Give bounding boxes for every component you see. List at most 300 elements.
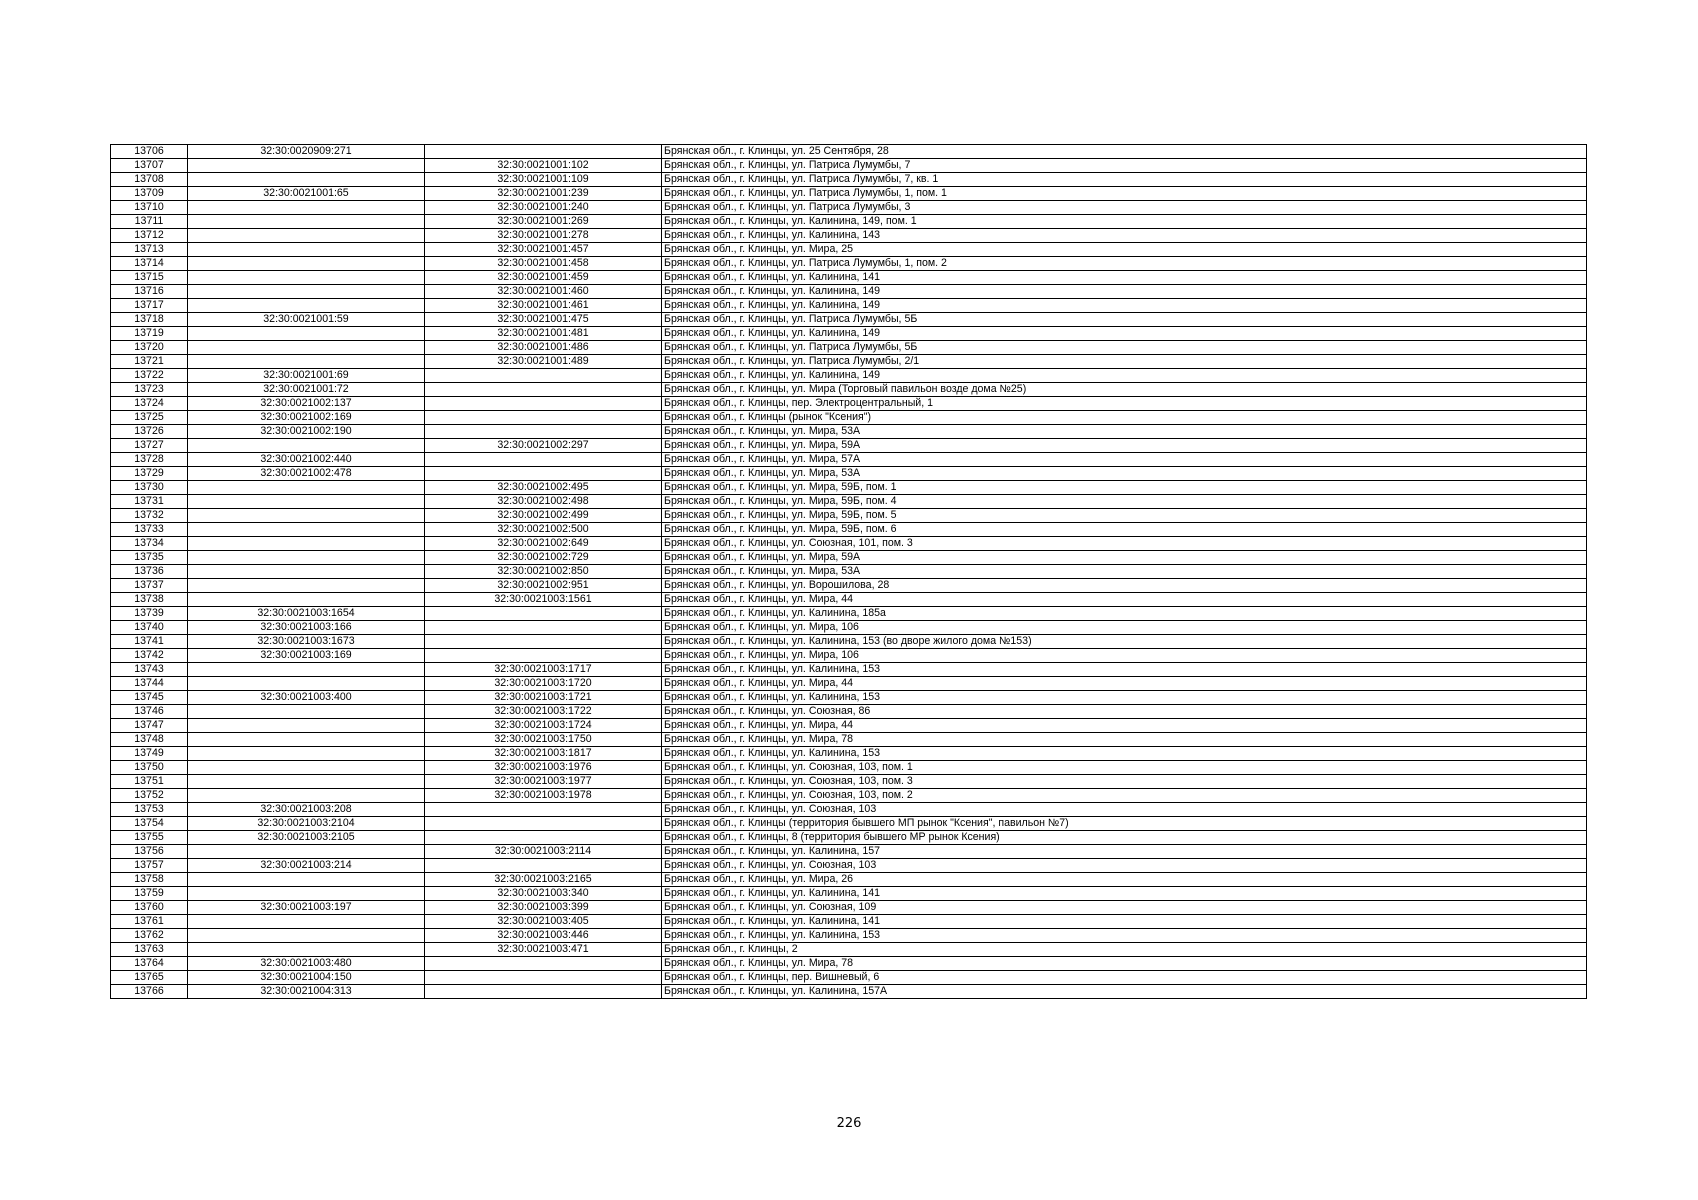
table-row [111, 957, 1587, 971]
table-row [111, 635, 1587, 649]
building-cadastral-number-cell: 32:30:0021003:405 [425, 915, 662, 929]
address-cell: Брянская обл., г. Клинцы, ул. Союзная, 101, пом. 3 [662, 537, 1587, 551]
address-cell: Брянская обл., г. Клинцы, ул. Мира, 25 [662, 243, 1587, 257]
address-cell: Брянская обл., г. Клинцы, ул. Калинина, 141 [662, 887, 1587, 901]
land-cadastral-number-cell: 32:30:0021002:190 [188, 425, 425, 439]
row-number-cell: 13714 [111, 257, 188, 271]
building-cadastral-number-cell: 32:30:0021003:1976 [425, 761, 662, 775]
land-cadastral-number-cell [188, 845, 425, 859]
land-cadastral-number-cell [188, 173, 425, 187]
table-row [111, 663, 1587, 677]
table-row [111, 831, 1587, 845]
building-cadastral-number-cell: 32:30:0021001:486 [425, 341, 662, 355]
building-cadastral-number-cell [425, 649, 662, 663]
address-cell: Брянская обл., г. Клинцы, ул. Калинина, 149 [662, 369, 1587, 383]
row-number-cell: 13722 [111, 369, 188, 383]
land-cadastral-number-cell: 32:30:0021004:150 [188, 971, 425, 985]
row-number-cell: 13757 [111, 859, 188, 873]
row-number-cell: 13727 [111, 439, 188, 453]
address-cell: Брянская обл., г. Клинцы, ул. Калинина, 153 [662, 663, 1587, 677]
building-cadastral-number-cell: 32:30:0021003:399 [425, 901, 662, 915]
address-cell: Брянская обл., г. Клинцы, ул. Союзная, 103, пом. 2 [662, 789, 1587, 803]
table-row [111, 691, 1587, 705]
building-cadastral-number-cell [425, 985, 662, 999]
row-number-cell: 13710 [111, 201, 188, 215]
table-row [111, 971, 1587, 985]
address-cell: Брянская обл., г. Клинцы, ул. Мира, 59Б, пом. 5 [662, 509, 1587, 523]
row-number-cell: 13707 [111, 159, 188, 173]
row-number-cell: 13760 [111, 901, 188, 915]
land-cadastral-number-cell: 32:30:0021003:1673 [188, 635, 425, 649]
row-number-cell: 13716 [111, 285, 188, 299]
land-cadastral-number-cell [188, 509, 425, 523]
building-cadastral-number-cell [425, 453, 662, 467]
land-cadastral-number-cell [188, 761, 425, 775]
land-cadastral-number-cell [188, 579, 425, 593]
address-cell: Брянская обл., г. Клинцы, ул. Патриса Лумумбы, 1, пом. 2 [662, 257, 1587, 271]
table-row [111, 397, 1587, 411]
building-cadastral-number-cell: 32:30:0021003:1977 [425, 775, 662, 789]
building-cadastral-number-cell: 32:30:0021003:2165 [425, 873, 662, 887]
land-cadastral-number-cell [188, 439, 425, 453]
table-row [111, 761, 1587, 775]
building-cadastral-number-cell: 32:30:0021002:649 [425, 537, 662, 551]
building-cadastral-number-cell: 32:30:0021002:499 [425, 509, 662, 523]
table-row [111, 537, 1587, 551]
building-cadastral-number-cell: 32:30:0021001:460 [425, 285, 662, 299]
row-number-cell: 13737 [111, 579, 188, 593]
building-cadastral-number-cell: 32:30:0021002:951 [425, 579, 662, 593]
row-number-cell: 13753 [111, 803, 188, 817]
building-cadastral-number-cell: 32:30:0021001:109 [425, 173, 662, 187]
row-number-cell: 13764 [111, 957, 188, 971]
building-cadastral-number-cell: 32:30:0021003:471 [425, 943, 662, 957]
table-row [111, 145, 1587, 159]
address-cell: Брянская обл., г. Клинцы, ул. Мира, 59А [662, 439, 1587, 453]
building-cadastral-number-cell: 32:30:0021001:278 [425, 229, 662, 243]
building-cadastral-number-cell [425, 803, 662, 817]
land-cadastral-number-cell: 32:30:0021002:137 [188, 397, 425, 411]
table-row [111, 243, 1587, 257]
address-cell: Брянская обл., г. Клинцы, ул. Калинина, 143 [662, 229, 1587, 243]
building-cadastral-number-cell: 32:30:0021001:481 [425, 327, 662, 341]
row-number-cell: 13719 [111, 327, 188, 341]
table-row [111, 495, 1587, 509]
address-cell: Брянская обл., г. Клинцы, ул. Мира, 44 [662, 719, 1587, 733]
land-cadastral-number-cell [188, 915, 425, 929]
row-number-cell: 13751 [111, 775, 188, 789]
land-cadastral-number-cell: 32:30:0021002:440 [188, 453, 425, 467]
row-number-cell: 13725 [111, 411, 188, 425]
address-cell: Брянская обл., г. Клинцы, ул. Мира, 53А [662, 425, 1587, 439]
address-cell: Брянская обл., г. Клинцы, ул. Патриса Лумумбы, 3 [662, 201, 1587, 215]
table-row [111, 985, 1587, 999]
land-cadastral-number-cell: 32:30:0021003:480 [188, 957, 425, 971]
table-row [111, 509, 1587, 523]
address-cell: Брянская обл., г. Клинцы, ул. Патриса Лумумбы, 2/1 [662, 355, 1587, 369]
land-cadastral-number-cell [188, 551, 425, 565]
row-number-cell: 13735 [111, 551, 188, 565]
row-number-cell: 13743 [111, 663, 188, 677]
land-cadastral-number-cell [188, 663, 425, 677]
row-number-cell: 13742 [111, 649, 188, 663]
building-cadastral-number-cell: 32:30:0021001:458 [425, 257, 662, 271]
address-cell: Брянская обл., г. Клинцы, ул. Мира, 59Б, пом. 4 [662, 495, 1587, 509]
land-cadastral-number-cell [188, 593, 425, 607]
building-cadastral-number-cell: 32:30:0021003:340 [425, 887, 662, 901]
land-cadastral-number-cell [188, 271, 425, 285]
land-cadastral-number-cell [188, 565, 425, 579]
land-cadastral-number-cell [188, 355, 425, 369]
row-number-cell: 13763 [111, 943, 188, 957]
building-cadastral-number-cell [425, 397, 662, 411]
address-cell: Брянская обл., г. Клинцы, ул. Союзная, 109 [662, 901, 1587, 915]
table-row [111, 803, 1587, 817]
land-cadastral-number-cell: 32:30:0021001:65 [188, 187, 425, 201]
row-number-cell: 13739 [111, 607, 188, 621]
land-cadastral-number-cell [188, 523, 425, 537]
row-number-cell: 13731 [111, 495, 188, 509]
building-cadastral-number-cell [425, 859, 662, 873]
address-cell: Брянская обл., г. Клинцы, ул. Мира, 106 [662, 649, 1587, 663]
row-number-cell: 13762 [111, 929, 188, 943]
address-cell: Брянская обл., г. Клинцы, ул. Калинина, 153 (во дворе жилого дома №153) [662, 635, 1587, 649]
land-cadastral-number-cell [188, 495, 425, 509]
table-row [111, 677, 1587, 691]
land-cadastral-number-cell: 32:30:0021002:169 [188, 411, 425, 425]
row-number-cell: 13723 [111, 383, 188, 397]
land-cadastral-number-cell [188, 285, 425, 299]
table-row [111, 887, 1587, 901]
building-cadastral-number-cell: 32:30:0021003:446 [425, 929, 662, 943]
address-cell: Брянская обл., г. Клинцы, ул. Патриса Лумумбы, 5Б [662, 313, 1587, 327]
register-table [110, 144, 1587, 999]
building-cadastral-number-cell: 32:30:0021002:297 [425, 439, 662, 453]
address-cell: Брянская обл., г. Клинцы, ул. Патриса Лумумбы, 5Б [662, 341, 1587, 355]
table-row [111, 523, 1587, 537]
row-number-cell: 13708 [111, 173, 188, 187]
address-cell: Брянская обл., г. Клинцы, 8 (территория бывшего МР рынок Ксения) [662, 831, 1587, 845]
land-cadastral-number-cell [188, 159, 425, 173]
land-cadastral-number-cell: 32:30:0021003:197 [188, 901, 425, 915]
row-number-cell: 13756 [111, 845, 188, 859]
address-cell: Брянская обл., г. Клинцы, ул. Патриса Лумумбы, 1, пом. 1 [662, 187, 1587, 201]
table-row [111, 607, 1587, 621]
table-row [111, 621, 1587, 635]
table-row [111, 257, 1587, 271]
table-row [111, 411, 1587, 425]
row-number-cell: 13740 [111, 621, 188, 635]
land-cadastral-number-cell [188, 943, 425, 957]
address-cell: Брянская обл., г. Клинцы, ул. Мира, 106 [662, 621, 1587, 635]
row-number-cell: 13712 [111, 229, 188, 243]
table-row [111, 817, 1587, 831]
land-cadastral-number-cell: 32:30:0021003:400 [188, 691, 425, 705]
address-cell: Брянская обл., г. Клинцы, ул. Калинина, 185а [662, 607, 1587, 621]
address-cell: Брянская обл., г. Клинцы, ул. Калинина, 157А [662, 985, 1587, 999]
building-cadastral-number-cell: 32:30:0021003:1817 [425, 747, 662, 761]
table-row [111, 201, 1587, 215]
building-cadastral-number-cell: 32:30:0021001:461 [425, 299, 662, 313]
building-cadastral-number-cell: 32:30:0021001:489 [425, 355, 662, 369]
address-cell: Брянская обл., г. Клинцы (рынок "Ксения") [662, 411, 1587, 425]
row-number-cell: 13734 [111, 537, 188, 551]
table-row [111, 593, 1587, 607]
land-cadastral-number-cell [188, 775, 425, 789]
row-number-cell: 13759 [111, 887, 188, 901]
address-cell: Брянская обл., г. Клинцы, ул. Мира, 59Б, пом. 6 [662, 523, 1587, 537]
row-number-cell: 13720 [111, 341, 188, 355]
building-cadastral-number-cell [425, 817, 662, 831]
building-cadastral-number-cell: 32:30:0021001:475 [425, 313, 662, 327]
building-cadastral-number-cell: 32:30:0021003:1720 [425, 677, 662, 691]
table-row [111, 425, 1587, 439]
table-row [111, 747, 1587, 761]
address-cell: Брянская обл., г. Клинцы, ул. Калинина, 157 [662, 845, 1587, 859]
table-row [111, 229, 1587, 243]
building-cadastral-number-cell [425, 383, 662, 397]
building-cadastral-number-cell: 32:30:0021003:1721 [425, 691, 662, 705]
row-number-cell: 13754 [111, 817, 188, 831]
building-cadastral-number-cell [425, 369, 662, 383]
building-cadastral-number-cell: 32:30:0021002:495 [425, 481, 662, 495]
land-cadastral-number-cell: 32:30:0021003:214 [188, 859, 425, 873]
building-cadastral-number-cell: 32:30:0021002:498 [425, 495, 662, 509]
table-row [111, 733, 1587, 747]
table-row [111, 453, 1587, 467]
row-number-cell: 13726 [111, 425, 188, 439]
building-cadastral-number-cell: 32:30:0021002:729 [425, 551, 662, 565]
address-cell: Брянская обл., г. Клинцы, ул. Мира, 78 [662, 957, 1587, 971]
land-cadastral-number-cell [188, 341, 425, 355]
row-number-cell: 13706 [111, 145, 188, 159]
building-cadastral-number-cell: 32:30:0021001:459 [425, 271, 662, 285]
land-cadastral-number-cell [188, 481, 425, 495]
land-cadastral-number-cell: 32:30:0021001:72 [188, 383, 425, 397]
table-row [111, 775, 1587, 789]
building-cadastral-number-cell: 32:30:0021001:457 [425, 243, 662, 257]
address-cell: Брянская обл., г. Клинцы, ул. Союзная, 103, пом. 1 [662, 761, 1587, 775]
land-cadastral-number-cell [188, 887, 425, 901]
address-cell: Брянская обл., г. Клинцы, ул. Мира, 53А [662, 467, 1587, 481]
land-cadastral-number-cell: 32:30:0021001:69 [188, 369, 425, 383]
address-cell: Брянская обл., г. Клинцы, ул. Мира, 53А [662, 565, 1587, 579]
land-cadastral-number-cell [188, 243, 425, 257]
land-cadastral-number-cell: 32:30:0021003:2105 [188, 831, 425, 845]
table-row [111, 719, 1587, 733]
land-cadastral-number-cell [188, 257, 425, 271]
table-row [111, 187, 1587, 201]
row-number-cell: 13752 [111, 789, 188, 803]
address-cell: Брянская обл., г. Клинцы, ул. Калинина, 153 [662, 691, 1587, 705]
address-cell: Брянская обл., г. Клинцы, ул. Мира (Торговый павильон возде дома №25) [662, 383, 1587, 397]
table-row [111, 565, 1587, 579]
address-cell: Брянская обл., г. Клинцы, ул. Калинина, 141 [662, 915, 1587, 929]
table-row [111, 299, 1587, 313]
table-row [111, 271, 1587, 285]
row-number-cell: 13741 [111, 635, 188, 649]
address-cell: Брянская обл., г. Клинцы, ул. Мира, 59А [662, 551, 1587, 565]
row-number-cell: 13761 [111, 915, 188, 929]
row-number-cell: 13711 [111, 215, 188, 229]
land-cadastral-number-cell: 32:30:0021003:2104 [188, 817, 425, 831]
table-row [111, 873, 1587, 887]
building-cadastral-number-cell: 32:30:0021001:240 [425, 201, 662, 215]
address-cell: Брянская обл., г. Клинцы (территория бывшего МП рынок "Ксения", павильон №7) [662, 817, 1587, 831]
table-row [111, 355, 1587, 369]
address-cell: Брянская обл., г. Клинцы, ул. Союзная, 103 [662, 803, 1587, 817]
register-rows [111, 145, 1587, 999]
building-cadastral-number-cell [425, 621, 662, 635]
address-cell: Брянская обл., г. Клинцы, ул. Мира, 26 [662, 873, 1587, 887]
land-cadastral-number-cell [188, 719, 425, 733]
land-cadastral-number-cell [188, 789, 425, 803]
table-row [111, 369, 1587, 383]
table-row [111, 845, 1587, 859]
building-cadastral-number-cell: 32:30:0021001:269 [425, 215, 662, 229]
building-cadastral-number-cell [425, 831, 662, 845]
address-cell: Брянская обл., г. Клинцы, ул. Союзная, 103 [662, 859, 1587, 873]
land-cadastral-number-cell: 32:30:0021003:1654 [188, 607, 425, 621]
land-cadastral-number-cell [188, 747, 425, 761]
building-cadastral-number-cell [425, 607, 662, 621]
land-cadastral-number-cell [188, 873, 425, 887]
building-cadastral-number-cell: 32:30:0021003:1978 [425, 789, 662, 803]
land-cadastral-number-cell [188, 299, 425, 313]
table-row [111, 929, 1587, 943]
address-cell: Брянская обл., г. Клинцы, ул. 25 Сентября, 28 [662, 145, 1587, 159]
table-row [111, 481, 1587, 495]
row-number-cell: 13744 [111, 677, 188, 691]
row-number-cell: 13766 [111, 985, 188, 999]
table-row [111, 649, 1587, 663]
address-cell: Брянская обл., г. Клинцы, ул. Патриса Лумумбы, 7, кв. 1 [662, 173, 1587, 187]
address-cell: Брянская обл., г. Клинцы, ул. Мира, 57А [662, 453, 1587, 467]
row-number-cell: 13750 [111, 761, 188, 775]
address-cell: Брянская обл., г. Клинцы, ул. Мира, 59Б, пом. 1 [662, 481, 1587, 495]
land-cadastral-number-cell [188, 705, 425, 719]
table-row [111, 943, 1587, 957]
land-cadastral-number-cell: 32:30:0021001:59 [188, 313, 425, 327]
table-row [111, 705, 1587, 719]
row-number-cell: 13718 [111, 313, 188, 327]
row-number-cell: 13736 [111, 565, 188, 579]
address-cell: Брянская обл., г. Клинцы, ул. Калинина, 153 [662, 929, 1587, 943]
address-cell: Брянская обл., г. Клинцы, ул. Ворошилова, 28 [662, 579, 1587, 593]
land-cadastral-number-cell [188, 201, 425, 215]
land-cadastral-number-cell: 32:30:0021003:166 [188, 621, 425, 635]
table-row [111, 313, 1587, 327]
row-number-cell: 13729 [111, 467, 188, 481]
building-cadastral-number-cell [425, 957, 662, 971]
land-cadastral-number-cell [188, 733, 425, 747]
address-cell: Брянская обл., г. Клинцы, ул. Калинина, 149 [662, 299, 1587, 313]
building-cadastral-number-cell: 32:30:0021003:1561 [425, 593, 662, 607]
table-row [111, 901, 1587, 915]
land-cadastral-number-cell [188, 677, 425, 691]
land-cadastral-number-cell: 32:30:0021003:208 [188, 803, 425, 817]
building-cadastral-number-cell: 32:30:0021003:1717 [425, 663, 662, 677]
address-cell: Брянская обл., г. Клинцы, ул. Калинина, 149, пом. 1 [662, 215, 1587, 229]
table-row [111, 341, 1587, 355]
address-cell: Брянская обл., г. Клинцы, пер. Вишневый, 6 [662, 971, 1587, 985]
building-cadastral-number-cell [425, 411, 662, 425]
row-number-cell: 13728 [111, 453, 188, 467]
table-row [111, 467, 1587, 481]
row-number-cell: 13745 [111, 691, 188, 705]
row-number-cell: 13715 [111, 271, 188, 285]
building-cadastral-number-cell [425, 467, 662, 481]
row-number-cell: 13733 [111, 523, 188, 537]
building-cadastral-number-cell [425, 635, 662, 649]
land-cadastral-number-cell [188, 537, 425, 551]
row-number-cell: 13713 [111, 243, 188, 257]
row-number-cell: 13746 [111, 705, 188, 719]
table-row [111, 327, 1587, 341]
address-cell: Брянская обл., г. Клинцы, ул. Патриса Лумумбы, 7 [662, 159, 1587, 173]
land-cadastral-number-cell [188, 229, 425, 243]
row-number-cell: 13717 [111, 299, 188, 313]
building-cadastral-number-cell: 32:30:0021003:1722 [425, 705, 662, 719]
table-row [111, 285, 1587, 299]
table-row [111, 915, 1587, 929]
building-cadastral-number-cell: 32:30:0021003:2114 [425, 845, 662, 859]
address-cell: Брянская обл., г. Клинцы, пер. Электроцентральный, 1 [662, 397, 1587, 411]
land-cadastral-number-cell [188, 215, 425, 229]
building-cadastral-number-cell: 32:30:0021003:1750 [425, 733, 662, 747]
land-cadastral-number-cell: 32:30:0021004:313 [188, 985, 425, 999]
address-cell: Брянская обл., г. Клинцы, ул. Мира, 44 [662, 677, 1587, 691]
address-cell: Брянская обл., г. Клинцы, ул. Калинина, 149 [662, 327, 1587, 341]
table-row [111, 579, 1587, 593]
address-cell: Брянская обл., г. Клинцы, ул. Калинина, 141 [662, 271, 1587, 285]
address-cell: Брянская обл., г. Клинцы, ул. Союзная, 86 [662, 705, 1587, 719]
table-row [111, 551, 1587, 565]
land-cadastral-number-cell [188, 327, 425, 341]
address-cell: Брянская обл., г. Клинцы, ул. Союзная, 103, пом. 3 [662, 775, 1587, 789]
building-cadastral-number-cell [425, 145, 662, 159]
table-row [111, 215, 1587, 229]
row-number-cell: 13709 [111, 187, 188, 201]
building-cadastral-number-cell: 32:30:0021003:1724 [425, 719, 662, 733]
table-row [111, 439, 1587, 453]
row-number-cell: 13747 [111, 719, 188, 733]
table-row [111, 789, 1587, 803]
row-number-cell: 13755 [111, 831, 188, 845]
building-cadastral-number-cell: 32:30:0021002:500 [425, 523, 662, 537]
page-number: 226 [836, 1116, 862, 1131]
land-cadastral-number-cell [188, 929, 425, 943]
building-cadastral-number-cell [425, 971, 662, 985]
row-number-cell: 13732 [111, 509, 188, 523]
building-cadastral-number-cell: 32:30:0021002:850 [425, 565, 662, 579]
address-cell: Брянская обл., г. Клинцы, ул. Калинина, 153 [662, 747, 1587, 761]
land-cadastral-number-cell: 32:30:0020909:271 [188, 145, 425, 159]
land-cadastral-number-cell: 32:30:0021002:478 [188, 467, 425, 481]
land-cadastral-number-cell: 32:30:0021003:169 [188, 649, 425, 663]
address-cell: Брянская обл., г. Клинцы, ул. Мира, 44 [662, 593, 1587, 607]
address-cell: Брянская обл., г. Клинцы, ул. Мира, 78 [662, 733, 1587, 747]
row-number-cell: 13738 [111, 593, 188, 607]
row-number-cell: 13724 [111, 397, 188, 411]
row-number-cell: 13730 [111, 481, 188, 495]
row-number-cell: 13758 [111, 873, 188, 887]
building-cadastral-number-cell [425, 425, 662, 439]
building-cadastral-number-cell: 32:30:0021001:239 [425, 187, 662, 201]
table-row [111, 173, 1587, 187]
row-number-cell: 13748 [111, 733, 188, 747]
address-cell: Брянская обл., г. Клинцы, 2 [662, 943, 1587, 957]
